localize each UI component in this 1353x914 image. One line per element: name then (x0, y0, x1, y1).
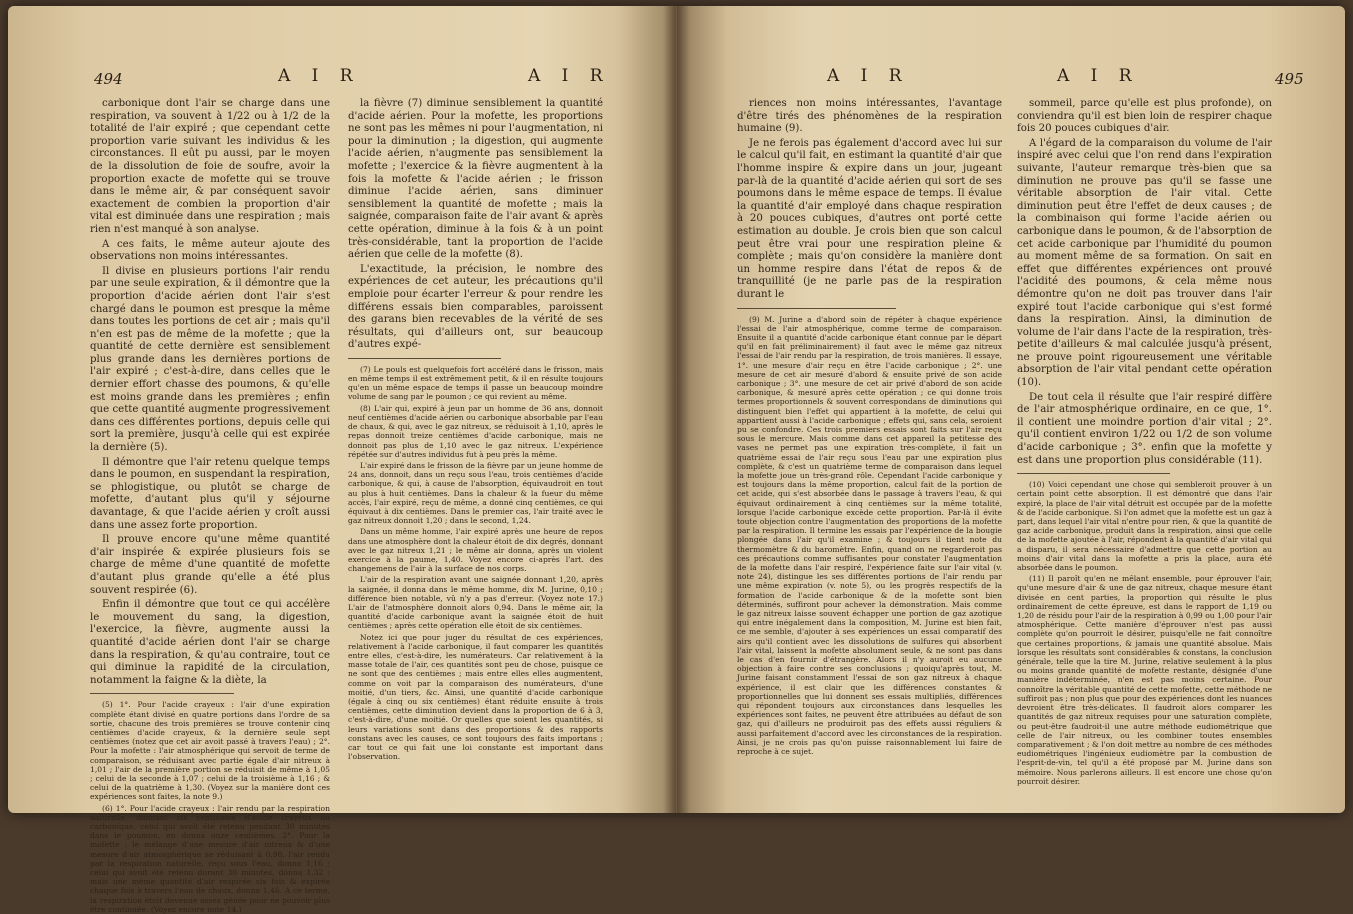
footnote: Notez ici que pour juger du résultat de ces expériences, relativement à l'acide carbonique, il faut comparer les quantités entre elles, c'est-à-dire, les numérateurs. Car relativement à la masse totale de l'air, ces quantités sont peu de chose, puisque ce ne sont que des centièmes ; mais entre elles elles augmentent, comme on voit par la comparaison des numérateurs, d'une moitié, d'un tiers, &c. Ainsi, une quantité d'acide carbonique (égale à cinq ou six centièmes) étant réduite ensuite à trois centièmes, cette diminution devient dans la proportion de 6 à 3, c'est-à-dire, d'une moitié. Or quelles que soient les quantités, si leurs variations sont dans des proportions & des rapports constans avec les causes, ce sont toujours des faits importans ; car tout ce qui fait une loi constante est important dans l'observation. (348, 632, 603, 762)
left-column-2 (348, 98, 603, 798)
footnote: (9) M. Jurine a d'abord soin de répéter à chaque expérience l'essai de l'air atmosphérique, comme terme de comparaison. Ensuite il a quantité d'acide carbonique étant connue par le départ qu'il en fait préliminairement) il faut avec le même gaz nitreux l'essai de l'air rendu par la respiration, de trois manières. Il essaye, 1°. une mesure d'air reçu en être l'acide carbonique ; 2°. une mesure de cet air mesuré d'abord & ensuite privé de son acide carbonique ; 3°. une mesure de cet air privé d'abord de son acide carbonique, & mesuré après cette opération ; ce qui donne trois termes proportionnels & souvent correspondans de diminutions qui distinguent bien l'effet qui appartient à la mofette, de celui qui appartient aussi à l'acide carbonique ; effets qui, sans cela, seroient pu se confondre. Ces trois premiers essais sont faits sur l'air reçu sous le mercure. Mais comme dans cet appareil la petitesse des vases ne permet pas une expiration très-complète, il fait un quatrième essai de l'air reçu sous l'eau par une expiration plus complète, & c'est un quatrième terme de comparaison dans lequel la mofette joue un très-grand rôle. Cependant l'acide carbonique y est toujours dans la même proportion, calcul fait de la portion de cet acide, qui s'est absorbée dans le passage à travers l'eau, & qui équivaut ordinairement à cinq centièmes sur la même totalité, lorsque l'acide carbonique excède cette proportion. Par-là il évite toute objection contre l'augmentation des proportions de la mofette par la respiration. Il termine les essais par l'expérience de la bougie plongée dans l'air qu'il examine ; & toujours il tient note du thermomètre & du baromètre. Enfin, quand on ne regarderoit pas ces précautions comme suffisantes pour constater l'augmentation de la mofette dans l'air respiré, l'expérience faite sur l'air vital (v. note 24), distingue les ses différentes portions de l'air rendu par une même expiration (v. note 5), ou les progrès respectifs de la formation de l'acide carbonique & de la mofette sont bien déterminés, suffiront pour achever la démonstration. Mais comme le gaz nitreux laisse souvent échapper une portion de gaz azotique qui entre inégalement dans la composition, M. Jurine est bien fait, ce me semble, d'ajouter à ses expériences un essai comparatif des airs qu'il contient avec les dissolutions de sulfures qui absorbent l'air vital, laissent la mofette absolument seule, & ne sont pas dans le cas d'en fournir d'étrangère. Alors il n'y auroit eu aucune objection à faire contre ses conclusions ; quoiqu'après tout, M. Jurine faisant constamment l'essai de son gaz nitreux à chaque expérience, il est clair que les différences constantes & proportionnelles que lui donnent ses essais multipliés, différences qui répondent toujours aux circonstances dans lesquelles les expériences sont faites, ne peuvent être attribuées au défaut de son gaz, qui d'ailleurs ne produiroit pas des effets aussi réguliers & aussi parfaitement d'accord avec les circonstances de la respiration. Ainsi, je ne crois pas qu'on puisse raisonnablement lui faire de reproche à ce sujet. (737, 314, 1002, 757)
footnote: (10) Voici cependant une chose qui sembleroit prouver à un certain point cette absorption. Il est démontré que dans l'air expiré, la place de l'air vital détruit est occupée par de la mofette & de l'acide carbonique. Si l'on admet que la mofette est un gaz à part, dans lequel l'air vital n'entre pour rien, & que la quantité de gaz acide carbonique, produit dans la respiration, ainsi que celle de la mofette ajoutée à l'air, répondent à la quantité d'air vital qui a disparu, il sera nécessaire d'admettre que cette portion au moins d'air vital dans la mofette a pris la place, aura été absorbée dans le poumon. (1017, 480, 1272, 573)
footnote: (11) Il paroît qu'en ne mêlant ensemble, pour éprouver l'air, qu'une mesure d'air & une de gaz nitreux, chaque mesure étant divisée en cent parties, la proportion qui résulte le plus ordinairement de cette épreuve, est dans le rapport de 1,19 ou 1,20 de résidu pour l'air de la respiration à 0,99 ou 1,00 pour l'air atmosphérique. Cette manière d'éprouver n'est pas aussi complète qu'on pourroit le désirer, puisqu'elle ne fait connoître que certaines proportions, & jamais une quantité absolue. Mais lorsque les résultats sont considérables & constans, la conclusion générale, telle que la tire M. Jurine, relative seulement à la plus ou moins grande quantité de mofette restante, désignée d'une manière indéterminée, n'en est pas moins certaine. Pour connoître la véritable quantité de cette mofette, cette méthode ne suffiroit pas ; non plus que pour des expériences dont les nuances devroient être très-délicates. Il faudroit alors comparer les quantités de gaz nitreux requises pour une saturation complète, ou peut-être faudroit-il une autre méthode eudiométrique que celle de l'air nitreux, ou les combiner toutes ensembles comparativement ; & l'on doit mettre au nombre de ces méthodes eudiométriques l'ingénieux eudiomètre par la combustion de l'esprit-de-vin, tel qu'il a été proposé par M. Jurine dans son mémoire. Nous parlerons ailleurs. Il est encore une chose qu'on pourroit désirer. (1017, 574, 1272, 786)
paragraph: Je ne ferois pas également d'accord avec lui sur le calcul qu'il fait, en estimant la quantité d'air que l'homme inspire & expire dans un jour, jugeant par-là de la quantité d'acide aérien qui sort de ses poumons dans le même espace de temps. Il évalue la quantité d'air employé dans chaque respiration à 20 pouces cubiques, d'autres ont porté cette estimation au double. Je crois bien que son calcul peut être vrai pour une respiration pleine & complète ; mais qu'on considère la manière dont un homme respire dans l'état de repos & de tranquillité (je ne parle pas de la respiration durant le (737, 137, 1002, 300)
footnote: Dans un même homme, l'air expiré après une heure de repos dans une atmosphère dont la chaleur étoit de dix degrés, donnant avec le gaz nitreux 1,21 ; le même air donna, après un violent exercice à la paume, 1,40. Voyez encore ci-après l'art. des changemens de l'air à la surface de nos corps. (348, 527, 603, 574)
paragraph: Il démontre que l'air retenu quelque temps dans le poumon, en suspendant la respiration, se phlogistique, ou plutôt se charge de mofette, d'autant plus qu'il y séjourne davantage, & que l'acide aérien y croît aussi dans une assez forte proportion. (90, 456, 330, 531)
footnote: (7) Le pouls est quelquefois fort accéléré dans le frisson, mais en même temps il est extrêmement petit, & il en résulte toujours qu'en un même espace de temps il passe un beaucoup moindre volume de sang par le poumon ; ce qui revient au même. (348, 364, 603, 402)
paragraph: A ces faits, le même auteur ajoute des observations non moins intéressantes. (90, 238, 330, 263)
paragraph: Enfin il démontre que tout ce qui accélère le mouvement du sang, la digestion, l'exercice, la fièvre, augmente aussi la quantité d'acide aérien dont l'air se charge dans la respiration, & qu'au contraire, tout ce qui diminue la rapidité de la circulation, notamment la faigne & la diète, la (90, 599, 330, 686)
paragraph: A l'égard de la comparaison du volume de l'air inspiré avec celui que l'on rend dans l'expiration suivante, l'auteur remarque très-bien que sa diminution ne prouve pas qu'il se fasse une véritable absorption de l'air vital. Cette diminution peut être l'effet de deux causes ; de la combinaison qui forme l'acide aérien ou carbonique dans le poumon, & de l'absorption de cet acide carbonique par l'humidité du poumon au moment même de sa formation. On sait en effet que différentes expériences ont prouvé l'acidité des poumons, & cela même nous démontre qu'on ne doit pas trouver dans l'air expiré tout l'acide carbonique qui s'est formé dans la respiration. Ainsi, la diminution de volume de l'air dans l'acte de la respiration, très-petite d'ailleurs & mal calculée jusqu'à présent, ne prouve point rigoureusement une véritable absorption de l'air vital pendant cette opération (10). (1017, 137, 1273, 389)
book-spread (8, 6, 1345, 914)
paragraph: De tout cela il résulte que l'air respiré diffère de l'air atmosphérique ordinaire, en ce que, 1°. il contient une moindre portion d'air vital ; 2°. qu'il contient environ 1/22 ou 1/2 de son volume d'acide carbonique ; 3°. enfin que la mofette y est dans une proportion plus considérable (11). (1017, 391, 1272, 466)
paragraph: riences non moins intéressantes, l'avantage d'être tirés des phénomènes de la respiration humaine (9). (737, 98, 1002, 135)
left-page-number: 494 (94, 70, 123, 88)
right-column-2 (1017, 98, 1272, 798)
right-col2-heading: A I R (1057, 66, 1140, 86)
footnote-rule (90, 693, 234, 694)
right-column-1 (737, 98, 1002, 798)
left-page (8, 6, 676, 914)
left-col2-heading: A I R (528, 66, 611, 86)
footnote-rule (348, 358, 501, 359)
paragraph: sommeil, parce qu'elle est plus profonde), on conviendra qu'il est bien loin de respirer chaque fois 20 pouces cubiques d'air. (1017, 98, 1272, 135)
paragraph: Il prouve encore qu'une même quantité d'air inspirée & expirée plusieurs fois se charge de même d'une quantité de mofette d'autant plus grande qu'elle a été plus souvent respirée (6). (90, 534, 330, 596)
right-page-number: 495 (1275, 70, 1304, 88)
left-running-head: A I R (278, 66, 361, 86)
footnote: (5) 1°. Pour l'acide crayeux : l'air d'une expiration complète étant divisé en quatre portions dans l'ordre de sa sortie, chacune des trois premières se trouve contenir cinq centièmes d'acide crayeux, & la dernière seule sept centièmes (notez que cet air avoit passé à travers l'eau) ; 2°. Pour la mofette : l'air atmosphérique qui servoit de terme de comparaison, se réduisant avec partie égale d'air nitreux à 1,01 ; l'air de la première portion se réduisit de même à 1,05 ; celui de la seconde à 1,07 ; celui de la troisième à 1,16 ; & celui de la quatrième à 1,30. (Voyez sur la manière dont ces expériences sont faites, la note 9.) (90, 700, 330, 802)
paragraph: la fièvre (7) diminue sensiblement la quantité d'acide aérien. Pour la mofette, les proportions ne sont pas les mêmes ni pour l'augmentation, ni pour la diminution ; la digestion, qui augmente l'acide aérien, n'augmente pas sensiblement la mofette ; l'exercice & la fièvre augmentent à la fois la mofette & l'acide aérien ; le frisson diminue l'acide aérien, sans diminuer sensiblement la quantité de mofette ; mais la saignée, comparaison faite de l'air avant & après cette opération, diminue à la fois & à un point très-considérable, tant la proportion de l'acide aérien que celle de la mofette (8). (348, 98, 603, 261)
right-running-head: A I R (827, 66, 910, 86)
footnote: (6) 1°. Pour l'acide crayeux : l'air rendu par la respiration naturelle, donnant six centièmes d'acide crayeux ou carbonique, celui qui avoit été retenu pendant 30 minutes dans le poumon, en donna onze centièmes. 2°. Pour la mofette : le mélange d'une mesure d'air nitreux & d'une mesure d'air atmosphérique se réduisant à 0,98, l'air rendu par la respiration naturelle, reçu sous l'eau, donna 1,16 ; celui qui avoit été retenu durant 30 minutes, donna 1,32 ; mais une même quantité d'air respirée six fois & expirée chaque fois à travers l'eau de chaux, donna 1,46. A ce terme, la respiration étoit devenue assez gênée pour ne pouvoir plus être continuée. (Voyez encore note 14.) (90, 803, 330, 914)
gutter-shadow-left (618, 6, 676, 813)
paragraph: L'exactitude, la précision, le nombre des expériences de cet auteur, les précautions qu'il emploie pour écarter l'erreur & pour rendre les différens essais bien comparables, paroissent des garans bien recevables de la vérité de ses résultats, qui d'ailleurs ont, sur beaucoup d'autres expé- (348, 263, 603, 351)
paragraph: Il divise en plusieurs portions l'air rendu par une seule expiration, & il démontre que la proportion d'acide aérien dont l'air s'est chargé dans le poumon est presque la même dans toutes les portions de cet air ; mais qu'il n'en est pas de même de la mofette ; que la quantité de cette dernière est sensiblement plus grande dans les dernières portions de l'air expiré ; c'est-à-dire, dans celles que le dernier effort chasse des poumons, & qu'elle est moins grande dans les premières ; enfin que cette quantité augmente progressivement dans ces différentes portions, depuis celle qui sort la première, jusqu'à celle qui est expirée la dernière (5). (90, 265, 330, 454)
left-column-1 (90, 98, 330, 914)
gutter-shadow-right (677, 6, 727, 813)
footnote: L'air expiré dans le frisson de la fièvre par un jeune homme de 24 ans, donnoit, dans un reçu sous l'eau, trois centièmes d'acide carbonique, & qui, à cause de l'absorption, équivaudroit en tout au plus à huit centièmes. Dans la chaleur & la fueur du même accès, l'air expiré, reçu de même, a donné cinq centièmes, ce qui équivaut à dix centièmes. Dans le premier cas, l'air traité avec le gaz nitreux donnoit 1,20 ; dans le second, 1,24. (348, 460, 603, 526)
right-page (677, 6, 1345, 813)
paragraph: carbonique dont l'air se charge dans une respiration, va souvent à 1/22 ou à 1/2 de la totalité de l'air expiré ; que cependant cette proportion varie suivant les individus & les circonstances. Il eût pu aussi, par le moyen de la dissolution de foie de soufre, avoir la proportion exacte de mofette qui se trouve dans le même air, & par conséquent savoir exactement de combien la proportion d'air vital est diminuée dans une respiration ; mais rien n'est manqué à son analyse. (90, 98, 330, 235)
footnote-rule (1017, 473, 1170, 474)
footnote: (8) L'air qui, expiré à jeun par un homme de 36 ans, donnoit neuf centièmes d'acide aérien ou carbonique absorbable par l'eau de chaux, & qui, avec le gaz nitreux, se réduisoit à 1,10, après le repas donnoit treize centièmes d'acide carbonique, mais ne donnoit pas plus de 1,10 avec le gaz nitreux. L'expérience répétée sur d'autres individus fut à peu près la même. (348, 403, 603, 459)
footnote-rule (737, 308, 896, 309)
footnote: L'air de la respiration avant une saignée donnant 1,20, après la saignée, il donna dans le même homme, dix M. Jurine, 0,10 ; différence bien notable, vû n'y a pas d'erreur. (Voyez note 17.) L'air de l'atmosphère donnoit alors 0,94. Dans le même air, la quantité d'acide carbonique avant la saignée étoit de huit centièmes ; après cette opération elle étoit de six centièmes. (348, 575, 603, 631)
